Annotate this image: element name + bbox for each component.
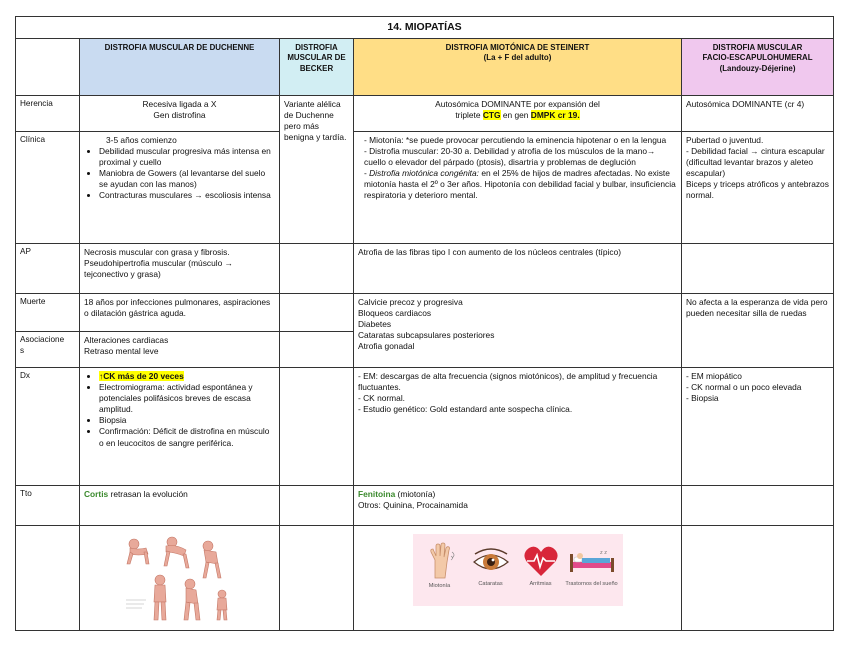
header-becker-line: DISTROFIA bbox=[295, 43, 338, 52]
cell-text: triplete bbox=[455, 110, 483, 121]
cell-text: Autosómica DOMINANTE por expansión del bbox=[435, 99, 600, 109]
cell-text: Alteraciones cardiacas bbox=[84, 335, 169, 345]
heart-arrhythmia-icon bbox=[523, 544, 559, 578]
cell-text: Calvicie precoz y progresiva bbox=[358, 297, 463, 307]
cell-text: Pubertad o juventud. bbox=[686, 135, 764, 145]
cell-becker-ap bbox=[280, 244, 354, 294]
myopathy-table-wrapper bbox=[15, 16, 834, 631]
cell-text: 3-5 años comienzo bbox=[106, 135, 177, 145]
cell-steinert-image bbox=[354, 526, 682, 631]
row-label-line: s bbox=[20, 345, 25, 355]
cell-text-line bbox=[358, 489, 677, 500]
cell-blank bbox=[16, 526, 80, 631]
cell-duchenne-dx bbox=[80, 368, 280, 486]
row-label bbox=[16, 332, 80, 368]
header-steinert-line: DISTROFIA MIOTÓNICA DE STEINERT bbox=[445, 43, 590, 52]
header-row bbox=[16, 39, 834, 96]
cell-becker: Variante alélica de Duchenne pero más benigna y tardía. bbox=[280, 96, 354, 244]
cell-text-italic: Distrofia miotónica congénita: bbox=[369, 168, 479, 179]
steinert-icons-panel bbox=[413, 534, 623, 606]
header-becker bbox=[280, 39, 354, 96]
cell-steinert-tto bbox=[354, 486, 682, 526]
cell-text: Recesiva ligada a X bbox=[142, 99, 217, 109]
cell-facio-tto bbox=[682, 486, 834, 526]
duchenne-dx-list bbox=[84, 371, 275, 449]
row-label: Tto bbox=[16, 486, 80, 526]
cell-steinert-dx bbox=[354, 368, 682, 486]
dmpk-highlight: DMPK cr 19. bbox=[530, 110, 580, 121]
cell-text: - CK normal o un poco elevada bbox=[686, 382, 802, 393]
ctg-highlight: CTG bbox=[482, 110, 501, 121]
cell-text: Bloqueos cardiacos bbox=[358, 308, 432, 319]
cell-steinert-clinica bbox=[354, 132, 682, 244]
icon-group bbox=[563, 546, 621, 588]
cell-facio-muerte: No afecta a la esperanza de vida pero pueden necesitar silla de ruedas bbox=[682, 294, 834, 368]
list-item: - Miotonía: *se puede provocar percutiendo la eminencia hipotenar o en la lengua bbox=[364, 135, 677, 146]
cell-text: - CK normal. bbox=[358, 393, 406, 404]
header-blank bbox=[16, 39, 80, 96]
cell-text: Retraso mental leve bbox=[84, 346, 159, 357]
ck-highlight: ↑CK más de 20 veces bbox=[99, 371, 184, 381]
cell-duchenne-image bbox=[80, 526, 280, 631]
cell-duchenne-clinica bbox=[80, 132, 280, 244]
cell-text: Diabetes bbox=[358, 319, 392, 330]
list-item: • Contracturas musculares → escoliosis intensa bbox=[99, 190, 275, 201]
cell-text: Cataratas subcapsulares posteriores bbox=[358, 330, 495, 341]
cell-text: - Debilidad facial → cintura escapular (dificultad levantar brazos y aleteo escapular) bbox=[686, 146, 825, 179]
cell-facio-ap bbox=[682, 244, 834, 294]
sleep-bed-icon bbox=[566, 546, 618, 578]
page-title: 14. MIOPATÍAS bbox=[16, 17, 834, 39]
row-dx bbox=[16, 368, 834, 486]
header-steinert bbox=[354, 39, 682, 96]
list-item bbox=[364, 168, 677, 201]
gowers-maneuver-illustration bbox=[120, 534, 240, 622]
list-item bbox=[99, 371, 275, 382]
cell-facio-herencia: Autosómica DOMINANTE (cr 4) bbox=[682, 96, 834, 132]
header-becker-line: MUSCULAR DE bbox=[287, 53, 346, 63]
row-images bbox=[16, 526, 834, 631]
row-tto bbox=[16, 486, 834, 526]
header-becker-line: BECKER bbox=[299, 63, 334, 73]
row-muerte bbox=[16, 294, 834, 332]
icon-label: Cataratas bbox=[478, 581, 503, 588]
list-item: • Maniobra de Gowers (al levantarse del suelo se ayudan con las manos) bbox=[99, 168, 275, 190]
header-facio-line: DISTROFIA MUSCULAR bbox=[712, 43, 803, 52]
cell-text: Otros: Quinina, Procainamida bbox=[358, 500, 468, 511]
duchenne-clinica-list bbox=[84, 146, 275, 201]
cell-facio-clinica bbox=[682, 132, 834, 244]
cell-becker-tto bbox=[280, 486, 354, 526]
cell-text: - Estudio genético: Gold estandard ante sospecha clínica. bbox=[358, 404, 573, 415]
list-item: • Debilidad muscular progresiva más intensa en proximal y cuello bbox=[99, 146, 275, 168]
row-clinica bbox=[16, 132, 834, 244]
cell-text: en gen bbox=[500, 110, 531, 121]
cell-facio-image bbox=[682, 526, 834, 631]
steinert-clinica-list bbox=[358, 135, 677, 202]
row-label: Herencia bbox=[16, 96, 80, 132]
header-steinert-line: (La + F del adulto) bbox=[483, 53, 552, 63]
list-item: • Biopsia bbox=[99, 415, 275, 426]
cell-text: - Biopsia bbox=[686, 393, 719, 404]
cell-facio-dx bbox=[682, 368, 834, 486]
row-ap bbox=[16, 244, 834, 294]
cell-text-line bbox=[358, 110, 677, 121]
cell-becker-dx bbox=[280, 368, 354, 486]
list-item: • Electromiograma: actividad espontánea y potenciales polifásicos breves de escasa amplitud. bbox=[99, 382, 275, 415]
icon-label: Arritmias bbox=[529, 581, 552, 588]
cortis-text: Cortis bbox=[84, 489, 109, 499]
list-item: • Confirmación: Déficit de distrofina en músculo o en leucocitos de sangre periférica. bbox=[99, 426, 275, 448]
cell-steinert-ap: Atrofia de las fibras tipo I con aumento de los núcleos centrales (típico) bbox=[354, 244, 682, 294]
title-row bbox=[16, 17, 834, 39]
icon-group bbox=[521, 544, 561, 588]
cell-text: Gen distrofina bbox=[153, 110, 206, 121]
row-label: AP bbox=[16, 244, 80, 294]
cell-duchenne-tto bbox=[80, 486, 280, 526]
cell-steinert-herencia bbox=[354, 96, 682, 132]
icon-group bbox=[469, 544, 513, 588]
eye-icon bbox=[471, 544, 511, 578]
cell-duchenne-asociaciones bbox=[80, 332, 280, 368]
icon-label: Trastornos del sueño bbox=[565, 581, 618, 588]
cell-text: retrasan la evolución bbox=[108, 489, 188, 499]
cell-becker-asociaciones bbox=[280, 332, 354, 368]
header-facio bbox=[682, 39, 834, 96]
myopathy-table bbox=[15, 16, 834, 631]
cell-becker-image bbox=[280, 526, 354, 631]
cell-text: - EM miopático bbox=[686, 371, 742, 381]
icon-label: Miotonía bbox=[428, 583, 451, 590]
cell-text: Biceps y triceps atróficos y antebrazos normal. bbox=[686, 179, 829, 201]
header-duchenne: DISTROFIA MUSCULAR DE DUCHENNE bbox=[80, 39, 280, 96]
cell-becker-muerte bbox=[280, 294, 354, 332]
row-label: Dx bbox=[16, 368, 80, 486]
row-label: Clínica bbox=[16, 132, 80, 244]
list-item: - Distrofia muscular: 20-30 a. Debilidad y atrofia de los músculos de la mano→ cuello o elevador del párpado (ptosis), disartria y problemas de deglución bbox=[364, 146, 677, 168]
cell-duchenne-muerte: 18 años por infecciones pulmonares, aspiraciones o dilatación gástrica aguda. bbox=[80, 294, 280, 332]
cell-duchenne-herencia bbox=[80, 96, 280, 132]
cell-text: en el 25% de hijos de madres afectadas. No existe miotonía hasta el 2º o 3er años. Hipotonía con debilidad facial y bulbar, insuficiencia respiratoria y deterioro mental. bbox=[364, 168, 676, 201]
header-facio-line: (Landouzy-Déjerine) bbox=[719, 63, 796, 73]
cell-text: - EM: descargas de alta frecuencia (signos miotónicos), de amplitud y frecuencia fluctuantes. bbox=[358, 371, 658, 393]
cell-steinert-muerte bbox=[354, 294, 682, 368]
cell-duchenne-ap: Necrosis muscular con grasa y fibrosis. Pseudohipertrofia muscular (músculo → tejconectivo y grasa) bbox=[80, 244, 280, 294]
hand-tremor-icon bbox=[425, 542, 455, 580]
icon-group bbox=[421, 542, 459, 590]
svg-text:z z: z z bbox=[599, 550, 607, 556]
header-facio-line: FACIO-ESCAPULOHUMERAL bbox=[702, 53, 813, 63]
fenitoina-text: Fenitoina bbox=[358, 489, 396, 499]
row-label: Muerte bbox=[16, 294, 80, 332]
row-label-line: Asociacione bbox=[20, 335, 65, 344]
row-herencia bbox=[16, 96, 834, 132]
cell-text: (miotonía) bbox=[395, 489, 436, 499]
cell-text: Atrofia gonadal bbox=[358, 341, 415, 352]
